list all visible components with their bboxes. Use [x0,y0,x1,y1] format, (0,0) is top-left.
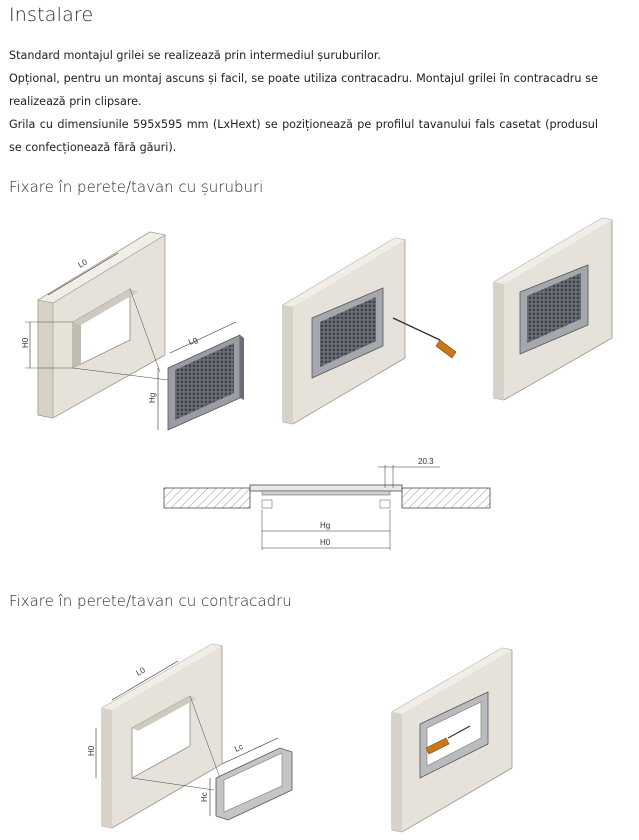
label-L0-2: L0 [134,665,147,678]
paragraph-1: Standard montajul grilei se realizează prin intermediul șuruburilor. [9,49,381,62]
label-L0: L0 [76,257,89,270]
screw-mounting-figure [283,238,456,424]
label-section-H0: H0 [320,538,331,547]
wall-with-counterframe-figure [87,644,292,828]
label-H0: H0 [21,337,30,348]
label-Hg: Hg [148,392,157,403]
label-Hc: Hc [200,792,209,802]
paragraph-3: Grila cu dimensiunile 595x595 mm (LxHext) se poziționează pe profilul tavanului fals casetat (produsul se confecționează fără găuri). [9,118,598,154]
paragraph-2: Opțional, pentru un montaj ascuns și facil, se poate utiliza contracadru. Montajul grilei în contracadru se realizează prin clipsare. [9,72,598,108]
label-Lc: Lc [233,742,245,754]
label-section-Hg: Hg [320,521,331,530]
label-H0-2: H0 [87,745,96,756]
wall-with-opening-figure [21,232,244,430]
mounted-grille-figure [494,218,612,400]
label-gap: 20.3 [418,457,434,466]
label-Lg: Lg [187,334,199,347]
section-drawing [164,457,490,550]
page-title: Instalare [9,4,94,26]
section-title-screws: Fixare în perete/tavan cu șuruburi [9,178,264,196]
counterframe-mounting-figure [392,648,512,832]
section-title-frame: Fixare în perete/tavan cu contracadru [9,592,292,610]
